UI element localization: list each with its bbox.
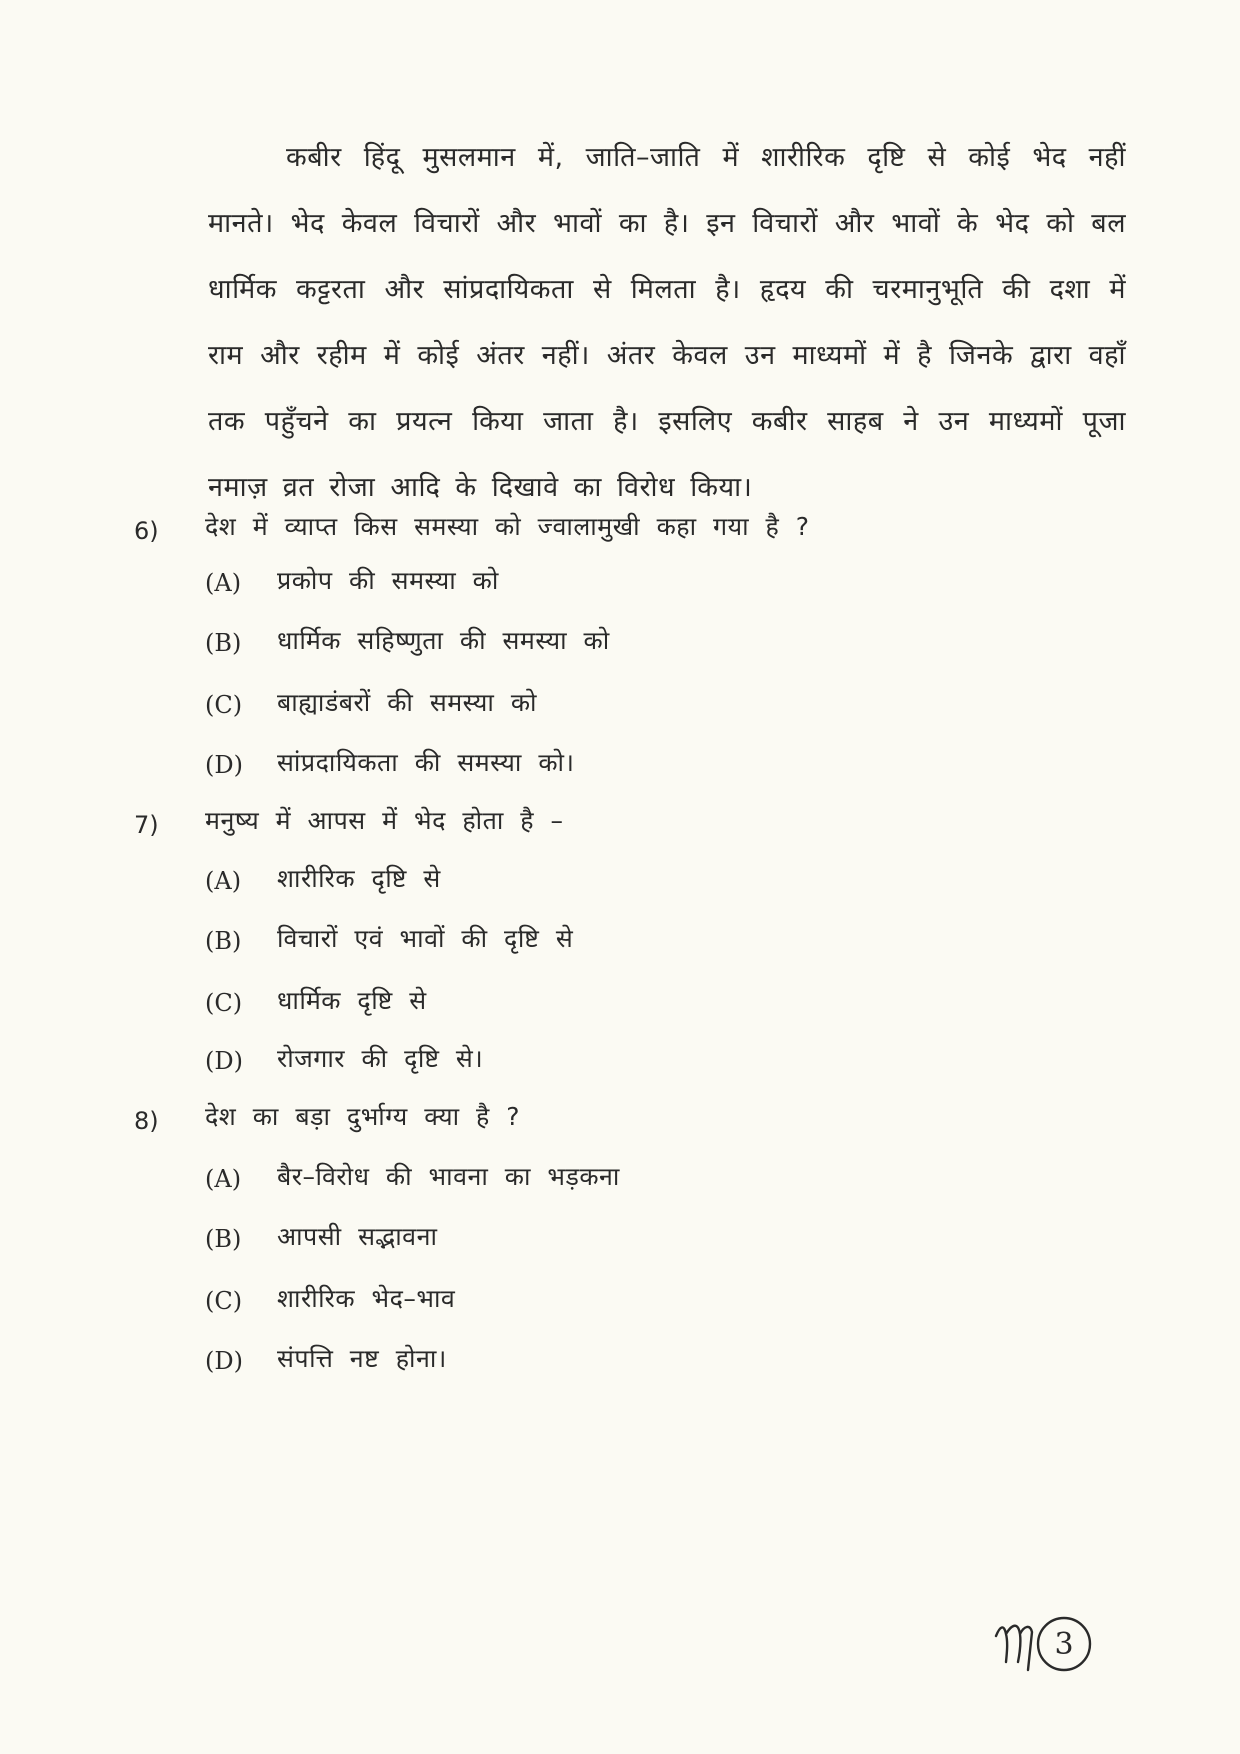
question-8-option-c-label: (C) [205, 1287, 243, 1315]
question-6-option-d-text: सांप्रदायिकता की समस्या को। [277, 748, 575, 777]
question-6-option-b-text: धार्मिक सहिष्णुता की समस्या को [277, 626, 610, 655]
handwritten-page-mark [990, 1612, 1100, 1676]
question-8-option-d-text: संपत्ति नष्ट होना। [277, 1344, 447, 1373]
question-8-number: 8) [134, 1107, 159, 1135]
question-7-option-b-text: विचारों एवं भावों की दृष्टि से [277, 924, 574, 953]
question-8-option-c-text: शारीरिक भेद–भाव [277, 1284, 456, 1313]
question-7-option-d-text: रोजगार की दृष्टि से। [277, 1044, 484, 1073]
question-7-option-a-label: (A) [205, 867, 242, 895]
question-8-option-a-label: (A) [205, 1165, 242, 1193]
question-7-option-d-label: (D) [205, 1047, 243, 1075]
page-number-text: 3 [1054, 1627, 1074, 1662]
question-7-option-c-text: धार्मिक दृष्टि से [277, 986, 427, 1015]
question-7-text: मनुष्य में आपस में भेद होता है – [205, 806, 564, 835]
question-8-option-b-label: (B) [205, 1225, 242, 1253]
question-8-text: देश का बड़ा दुर्भाग्य क्या है ? [205, 1102, 521, 1131]
question-6-option-b-label: (B) [205, 629, 242, 657]
question-8-option-d-label: (D) [205, 1347, 243, 1375]
question-6-option-d-label: (D) [205, 751, 243, 779]
page-mark-drawing [990, 1612, 1100, 1676]
question-6-option-a-label: (A) [205, 569, 242, 597]
question-6-option-a-text: प्रकोप की समस्या को [277, 566, 499, 595]
question-8-option-a-text: बैर–विरोध की भावना का भड़कना [277, 1162, 620, 1191]
question-8-option-b-text: आपसी सद्भावना [277, 1222, 438, 1251]
question-6-option-c-label: (C) [205, 691, 243, 719]
passage-paragraph: कबीर हिंदू मुसलमान में, जाति–जाति में शारीरिक दृष्टि से कोई भेद नहीं मानते। भेद केवल विचारों और भावों का है। इन विचारों और भावों के भेद को बल धार्मिक कट्टरता और सांप्रदायिकता से मिलता है। हृदय की चरमानुभूति की दशा में राम और रहीम में कोई अंतर नहीं। अंतर केवल उन माध्यमों में है जिनके द्वारा वहाँ तक पहुँचने का प्रयत्न किया जाता है। इसलिए कबीर साहब ने उन माध्यमों पूजा नमाज़ व्रत रोजा आदि के दिखावे का विरोध किया। [208, 142, 1126, 503]
question-6-number: 6) [134, 517, 159, 545]
question-7-option-c-label: (C) [205, 989, 243, 1017]
question-6-text: देश में व्याप्त किस समस्या को ज्वालामुखी कहा गया है ? [205, 512, 810, 541]
question-7-option-b-label: (B) [205, 927, 242, 955]
question-7-option-a-text: शारीरिक दृष्टि से [277, 864, 441, 893]
question-6-option-c-text: बाह्याडंबरों की समस्या को [277, 688, 537, 717]
question-7-number: 7) [134, 811, 159, 839]
